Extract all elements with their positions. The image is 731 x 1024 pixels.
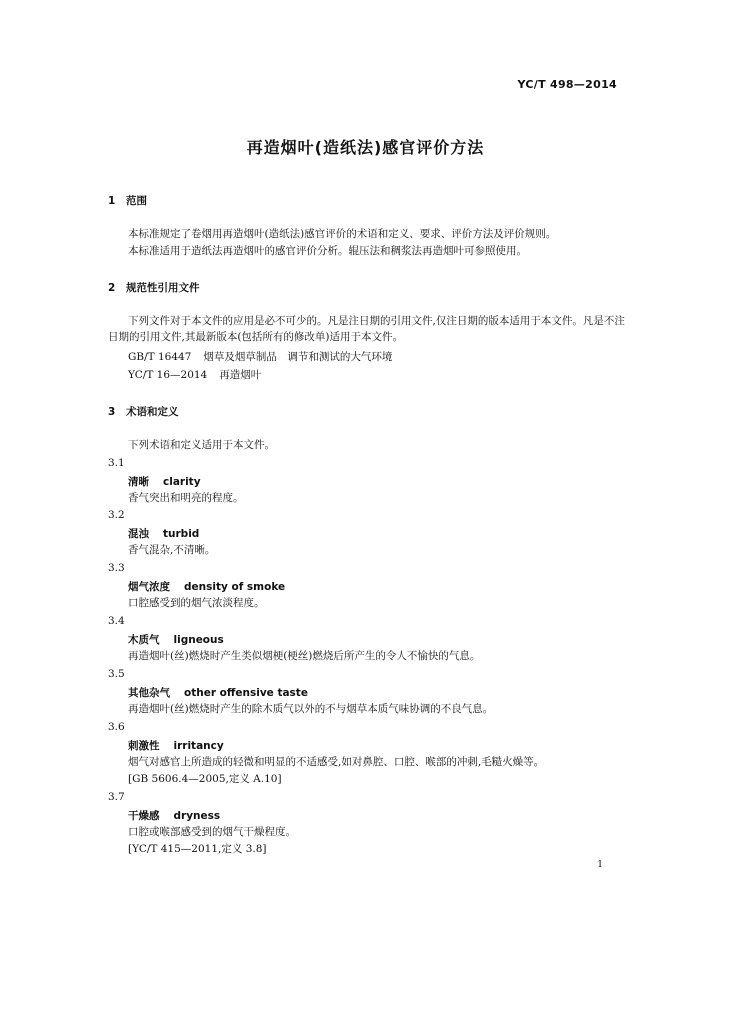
term-en: irritancy bbox=[173, 740, 224, 752]
term-number: 3.7 bbox=[108, 791, 125, 803]
document-title: 再造烟叶(造纸法)感官评价方法 bbox=[246, 138, 485, 157]
term-zh: 混浊 bbox=[128, 528, 149, 540]
term-heading bbox=[128, 579, 285, 594]
term-zh: 烟气浓度 bbox=[128, 581, 170, 593]
paragraph: 本标准规定了卷烟用再造烟叶(造纸法)感官评价的术语和定义、要求、评价方法及评价规则。 bbox=[128, 228, 557, 240]
term-zh: 干燥感 bbox=[128, 810, 160, 822]
section-1-heading bbox=[108, 193, 147, 208]
term-zh: 刺激性 bbox=[128, 740, 160, 752]
term-heading bbox=[128, 526, 199, 541]
reference-code: GB/T 16447 bbox=[128, 351, 192, 363]
term-heading bbox=[128, 632, 224, 647]
term-heading bbox=[128, 685, 308, 700]
term-zh: 其他杂气 bbox=[128, 687, 170, 699]
term-definition: 烟气对感官上所造成的轻微和明显的不适感受,如对鼻腔、口腔、喉部的冲刺,毛糙火燥等。 bbox=[128, 756, 545, 768]
reference-item bbox=[128, 367, 261, 383]
term-definition: 再造烟叶(丝)燃烧时产生的除木质气以外的不与烟草本质气味协调的不良气息。 bbox=[128, 703, 494, 715]
page-number: 1 bbox=[597, 860, 603, 870]
term-zh: 木质气 bbox=[128, 634, 160, 646]
section-2-heading bbox=[108, 280, 200, 295]
term-en: density of smoke bbox=[184, 581, 286, 593]
term-definition: 口腔或喉部感受到的烟气干燥程度。 bbox=[128, 826, 296, 838]
term-en: other offensive taste bbox=[184, 687, 308, 699]
section-title: 范围 bbox=[126, 195, 147, 207]
term-heading bbox=[128, 474, 201, 489]
term-source: [GB 5606.4—2005,定义 A.10] bbox=[128, 773, 282, 785]
section-number: 1 bbox=[108, 195, 116, 207]
section-title: 规范性引用文件 bbox=[126, 282, 200, 294]
term-source: [YC/T 415—2011,定义 3.8] bbox=[128, 843, 267, 855]
term-heading bbox=[128, 808, 220, 823]
term-definition: 香气混杂,不清晰。 bbox=[128, 544, 216, 556]
standard-code: YC/T 498—2014 bbox=[517, 78, 617, 91]
term-number: 3.1 bbox=[108, 457, 125, 469]
section-title: 术语和定义 bbox=[126, 406, 179, 418]
reference-code: YC/T 16—2014 bbox=[128, 369, 208, 381]
reference-name: 烟草及烟草制品 调节和测试的大气环境 bbox=[203, 351, 393, 363]
paragraph: 下列文件对于本文件的应用是必不可少的。凡是注日期的引用文件,仅注日期的版本适用于本文件。凡是不注日期的引用文件,其最新版本(包括所有的修改单)适用于本文件。 bbox=[108, 315, 625, 343]
section-number: 2 bbox=[108, 282, 116, 294]
term-number: 3.6 bbox=[108, 721, 125, 733]
paragraph: 本标准适用于造纸法再造烟叶的感官评价分析。辊压法和稠浆法再造烟叶可参照使用。 bbox=[128, 245, 527, 257]
reference-item bbox=[128, 349, 392, 365]
term-definition: 香气突出和明亮的程度。 bbox=[128, 492, 244, 504]
term-number: 3.5 bbox=[108, 668, 125, 680]
term-en: turbid bbox=[163, 528, 200, 540]
term-heading bbox=[128, 738, 224, 753]
term-en: ligneous bbox=[173, 634, 224, 646]
term-en: dryness bbox=[173, 810, 221, 822]
section-number: 3 bbox=[108, 406, 116, 418]
term-zh: 清晰 bbox=[128, 476, 149, 488]
term-number: 3.2 bbox=[108, 509, 125, 521]
paragraph: 下列术语和定义适用于本文件。 bbox=[128, 439, 275, 451]
reference-name: 再造烟叶 bbox=[219, 369, 262, 381]
term-definition: 口腔感受到的烟气浓淡程度。 bbox=[128, 597, 265, 609]
term-en: clarity bbox=[163, 476, 201, 488]
section-3-heading bbox=[108, 404, 179, 419]
term-number: 3.3 bbox=[108, 562, 125, 574]
term-definition: 再造烟叶(丝)燃烧时产生类似烟梗(梗丝)燃烧后所产生的令人不愉快的气息。 bbox=[128, 650, 481, 662]
term-number: 3.4 bbox=[108, 615, 125, 627]
